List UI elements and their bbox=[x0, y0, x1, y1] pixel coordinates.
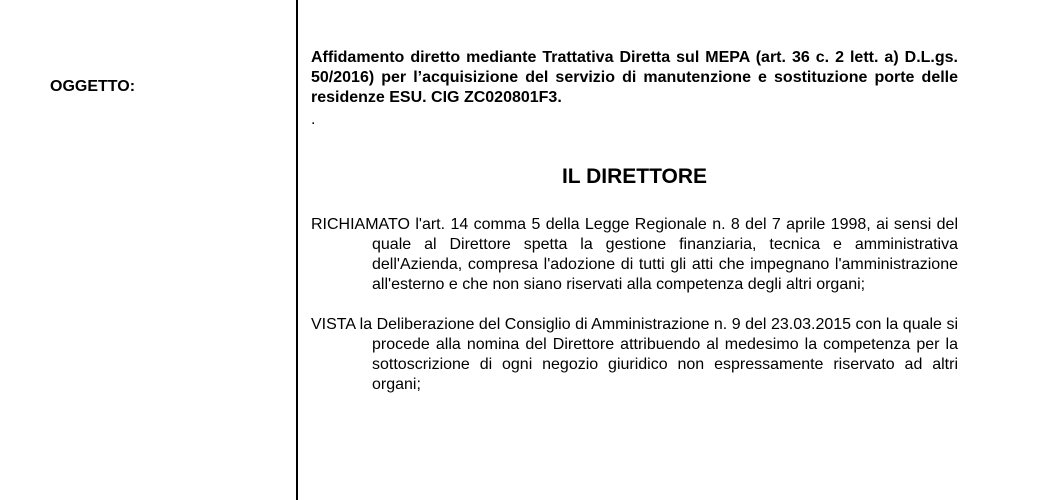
paragraph-richiamato: RICHIAMATO l'art. 14 comma 5 della Legge Regionale n. 8 del 7 aprile 1998, ai sensi del quale al Direttore spetta la gestione finanziaria, tecnica e amministrativa dell'Azienda, compresa l'adozione di tutti gli atti che impegnano l'amministrazione all'esterno e che non siano riservati alla competenza degli altri organi; bbox=[311, 216, 958, 293]
section-heading: IL DIRETTORE bbox=[561, 165, 708, 188]
subject-text: Affidamento diretto mediante Trattativa Diretta sul MEPA (art. 36 c. 2 lett. a) D.L.gs. 50/2016) per l’acquisizione del servizio di manutenzione e sostituzione porte delle residenze ESU. CIG ZC020801F3. bbox=[311, 49, 958, 106]
document-body bbox=[311, 48, 958, 395]
subject-label: OGGETTO: bbox=[50, 78, 136, 95]
column-divider bbox=[296, 0, 298, 500]
paragraph-vista: VISTA la Deliberazione del Consiglio di Amministrazione n. 9 del 23.03.2015 con la quale si procede alla nomina del Direttore attribuendo al medesimo la competenza per la sottoscrizione di ogni negozio giuridico non espressamente riservato ad altri organi; bbox=[311, 316, 958, 393]
subject-trailing-dot: . bbox=[311, 111, 316, 128]
